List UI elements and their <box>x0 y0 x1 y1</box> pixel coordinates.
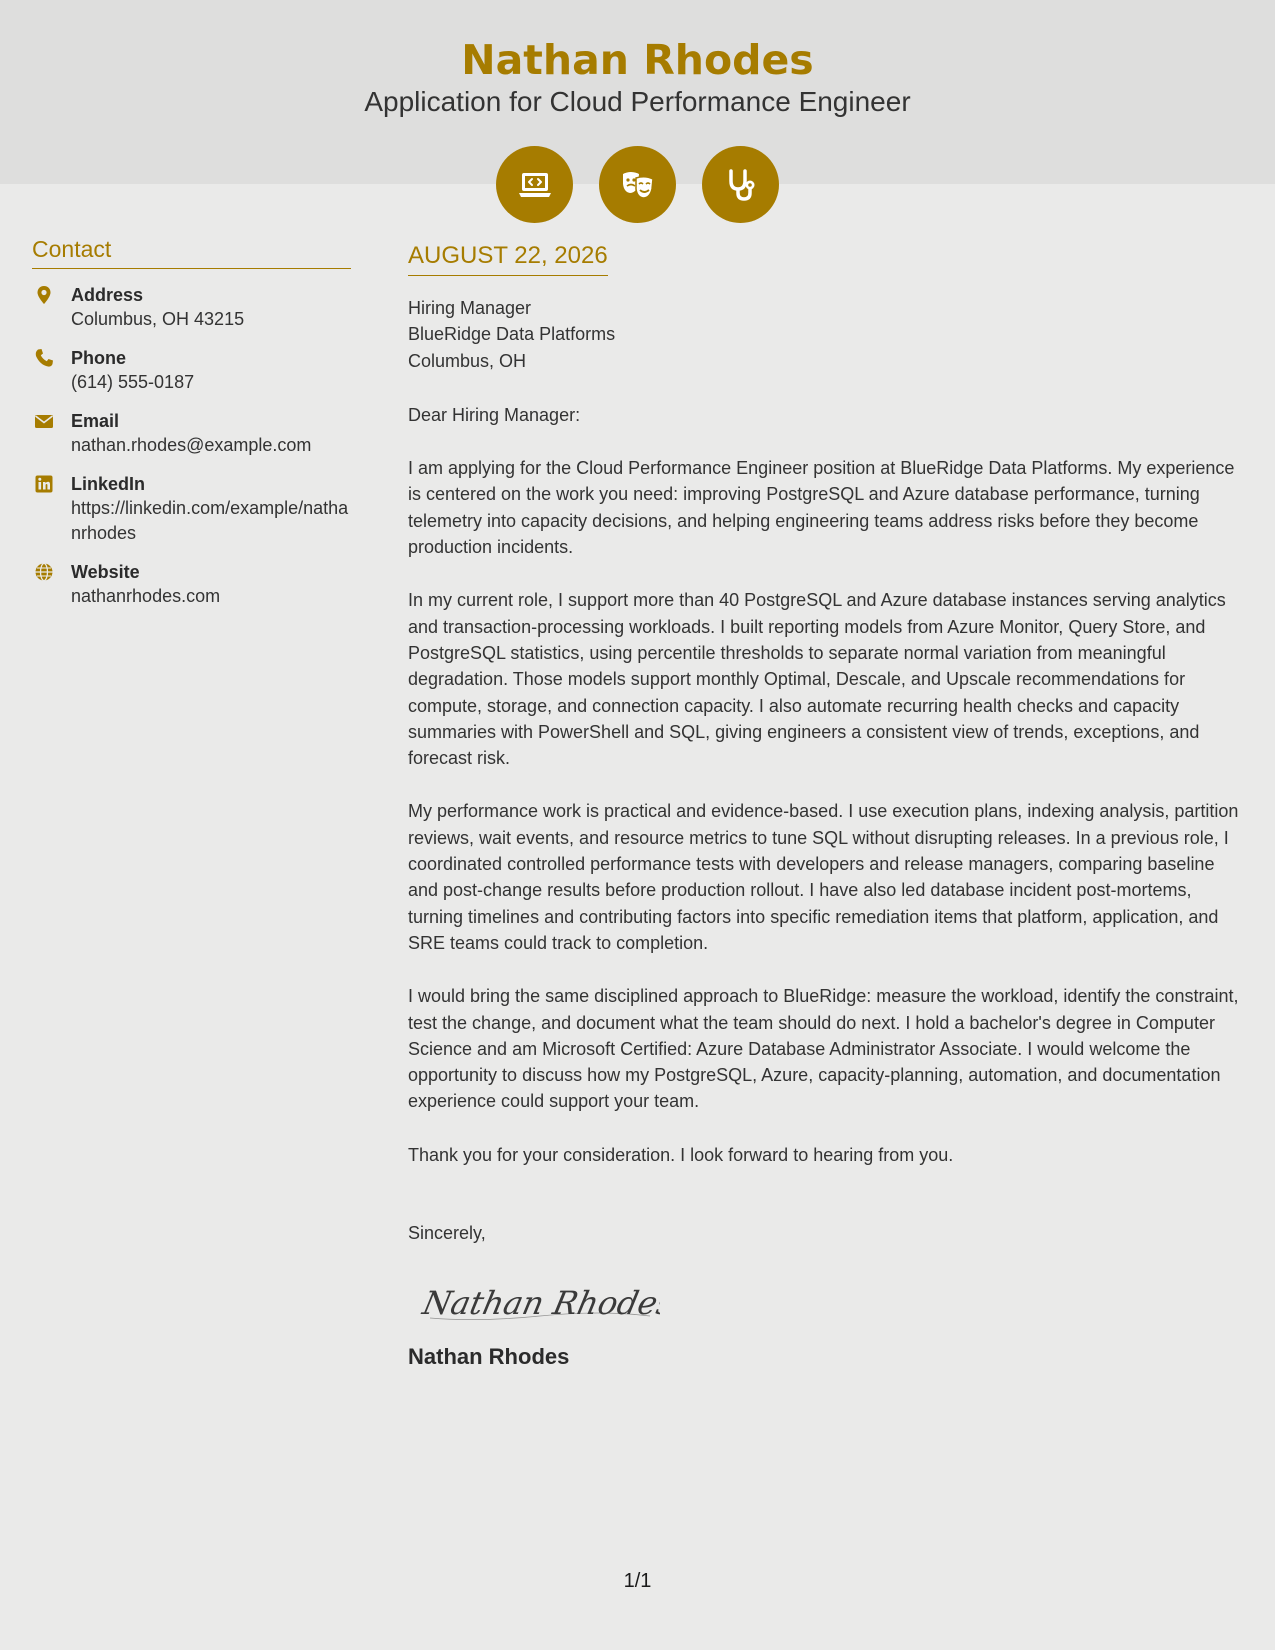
website-link[interactable]: nathanrhodes.com <box>71 586 221 606</box>
salutation: Dear Hiring Manager: <box>408 404 581 425</box>
letter-date: AUGUST 22, 2026 <box>408 240 608 276</box>
contact-label: Address <box>71 285 144 305</box>
contact-address <box>32 283 351 332</box>
contact-label: LinkedIn <box>71 474 146 494</box>
stethoscope-icon <box>702 146 779 223</box>
linkedin-icon <box>34 474 54 494</box>
recipient-block <box>408 295 1248 374</box>
contact-email <box>32 409 351 458</box>
contact-label: Phone <box>71 348 127 368</box>
contact-sidebar <box>32 236 351 623</box>
contact-value: (614) 555-0187 <box>71 372 195 392</box>
application-subtitle: Application for Cloud Performance Engineer <box>364 86 911 117</box>
recipient-line: BlueRidge Data Platforms <box>408 324 616 345</box>
handwritten-signature <box>420 1272 1248 1326</box>
contact-heading: Contact <box>32 236 351 269</box>
letter-paragraph: In my current role, I support more than 40 PostgreSQL and Azure database instances serving analytics and transaction-processing workloads. I built reporting models from Azure Monitor, Query Store, and PostgreSQL statistics, using percentile thresholds to separate normal variation from meaningful degradation. Those models support monthly Optimal, Descale, and Upscale recommendations for compute, storage, and connection capacity. I also automate recurring health checks and capacity summaries with PowerShell and SQL, giving engineers a consistent view of trends, exceptions, and forecast risk. <box>408 590 1226 769</box>
contact-linkedin <box>32 472 351 546</box>
closing: Sincerely, <box>408 1223 486 1244</box>
signer-name: Nathan Rhodes <box>408 1344 570 1370</box>
map-marker-icon <box>34 285 54 305</box>
recipient-line: Columbus, OH <box>408 350 527 371</box>
signature-script: Nathan Rhodes <box>420 1284 660 1323</box>
contact-label: Website <box>71 562 140 582</box>
contact-value: Columbus, OH 43215 <box>71 309 245 329</box>
linkedin-link[interactable]: https://linkedin.com/example/nathanrhodes <box>71 498 349 543</box>
email-link[interactable]: nathan.rhodes@example.com <box>71 435 312 455</box>
theater-masks-icon <box>599 146 676 223</box>
phone-icon <box>34 348 54 368</box>
laptop-code-icon <box>496 146 573 223</box>
letter-paragraph: My performance work is practical and evidence-based. I use execution plans, indexing analysis, partition reviews, wait events, and resource metrics to tune SQL without disrupting releases. In a previous role, I coordinated controlled performance tests with developers and release managers, comparing baseline and post-change results before production rollout. I have also led database incident post-mortems, turning timelines and contributing factors into specific remediation items that platform, application, and SRE teams could track to completion. <box>408 801 1239 953</box>
letter-body <box>408 240 1248 1371</box>
contact-label: Email <box>71 411 120 431</box>
contact-list <box>32 283 351 609</box>
envelope-icon <box>34 411 54 431</box>
page-number: 1/1 <box>623 1570 652 1592</box>
letter-paragraph: I would bring the same disciplined approach to BlueRidge: measure the workload, identify the constraint, test the change, and document what the team should do next. I hold a bachelor's degree in Computer Science and am Microsoft Certified: Azure Database Administrator Associate. I would welcome the opportunity to discuss how my PostgreSQL, Azure, capacity-planning, automation, and documentation experience could support your team. <box>408 986 1239 1112</box>
globe-icon <box>34 562 54 582</box>
recipient-line: Hiring Manager <box>408 298 532 318</box>
contact-website <box>32 560 351 609</box>
letter-paragraph: Thank you for your consideration. I look forward to hearing from you. <box>408 1144 954 1165</box>
contact-phone <box>32 346 351 395</box>
applicant-name: Nathan Rhodes <box>461 36 814 84</box>
letter-paragraph: I am applying for the Cloud Performance Engineer position at BlueRidge Data Platforms. My experience is centered on the work you need: improving PostgreSQL and Azure database performance, turning telemetry into capacity decisions, and helping engineering teams address risks before they become production incidents. <box>408 458 1235 558</box>
